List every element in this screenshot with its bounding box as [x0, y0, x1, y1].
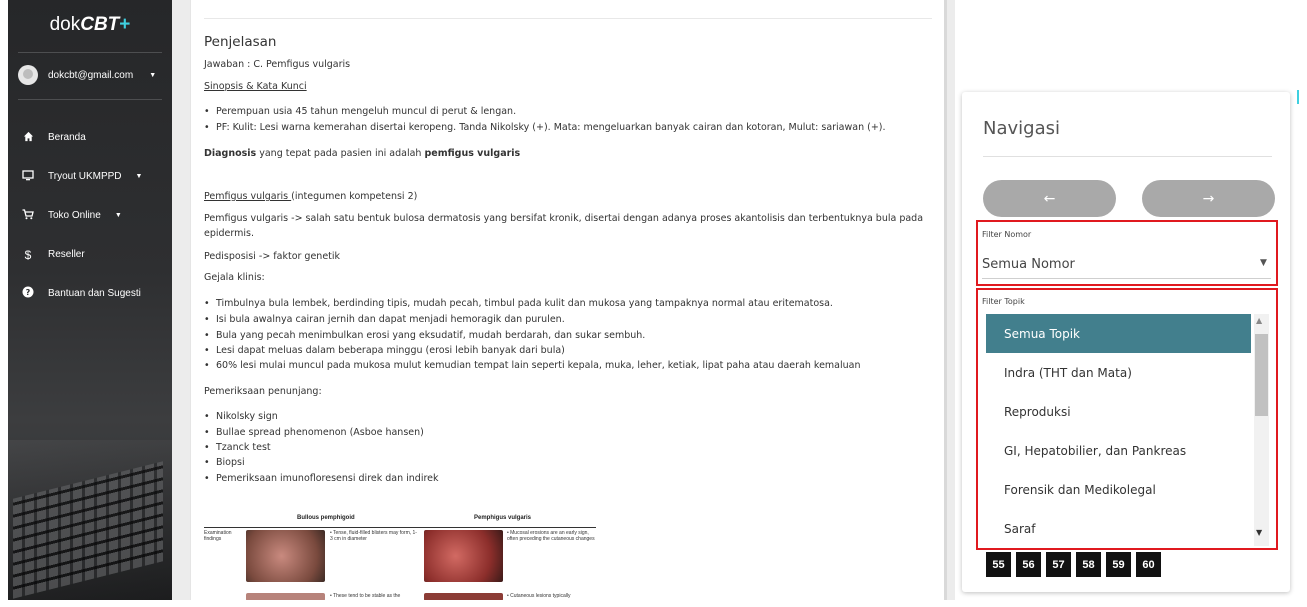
- help-icon: [20, 286, 36, 301]
- sidebar-item-label: Beranda: [48, 132, 86, 143]
- topik-option[interactable]: Forensik dan Medikolegal: [1004, 482, 1156, 497]
- pv-photo: [424, 593, 503, 600]
- sidebar-item-label: Bantuan dan Sugesti: [48, 288, 141, 299]
- list-item: • Perempuan usia 45 tahun mengeluh muncul di perut & lengan.: [216, 106, 516, 117]
- home-icon: [20, 131, 36, 145]
- divider: [983, 156, 1272, 157]
- list-item: • Bula yang pecah menimbulkan erosi yang eksudatif, mudah berdarah, dan sukar sembuh.: [216, 330, 645, 341]
- pv-definition: Pemfigus vulgaris -> salah satu bentuk bulosa dermatosis yang bersifat kronik, disertai dengan adanya proses akantolisis dan terbentuknya bula pada epidermis.: [204, 213, 924, 239]
- sidebar-nav: [20, 118, 170, 313]
- monitor-icon: [20, 170, 36, 184]
- sidebar-item-bantuan[interactable]: [20, 274, 170, 313]
- filter-topik-listbox[interactable]: [986, 314, 1251, 548]
- diagnosis-label: Diagnosis: [204, 148, 257, 159]
- topik-option[interactable]: Semua Topik: [986, 314, 1251, 353]
- scrollbar-thumb[interactable]: [1255, 334, 1268, 416]
- list-item: • Pemeriksaan imunofloresensi direk dan indirek: [216, 473, 439, 484]
- select-underline: [982, 278, 1271, 279]
- question-number-button[interactable]: 58: [1076, 552, 1101, 577]
- scroll-down-icon[interactable]: ▼: [1256, 528, 1263, 537]
- topik-option[interactable]: Reproduksi: [1004, 404, 1071, 419]
- svg-text:?: ?: [25, 288, 31, 297]
- navigasi-title: Navigasi: [983, 118, 1060, 139]
- logo-plus: +: [119, 14, 131, 35]
- list-item: • Bullae spread phenomenon (Asboe hansen): [216, 427, 424, 438]
- list-item: • Biopsi: [216, 457, 245, 468]
- dollar-icon: $: [24, 247, 32, 262]
- diagnosis-value: pemfigus vulgaris: [424, 148, 521, 159]
- sidebar-item-label: Toko Online: [48, 210, 101, 221]
- table-rule: [204, 527, 596, 528]
- topik-option[interactable]: Saraf: [1004, 521, 1036, 536]
- list-item: • Timbulnya bula lembek, berdinding tipis, mudah pecah, timbul pada kulit dan mukosa yang tampaknya normal atau eritematosa.: [216, 298, 833, 309]
- explanation-panel: [190, 0, 947, 600]
- gejala-heading: Gejala klinis:: [204, 272, 265, 283]
- prev-button[interactable]: [983, 180, 1116, 217]
- page-gutter: [947, 0, 955, 600]
- chevron-down-icon[interactable]: ▼: [1260, 258, 1267, 268]
- sidebar-item-tryout[interactable]: [20, 157, 170, 196]
- sidebar-item-label: Tryout UKMPPD: [48, 171, 122, 182]
- accent-mark: [1297, 90, 1299, 104]
- user-email: dokcbt@gmail.com: [48, 69, 134, 81]
- scroll-up-icon[interactable]: ▲: [1256, 316, 1263, 325]
- avatar: [18, 65, 38, 85]
- bp-note: • These tend to be stable as the: [330, 593, 401, 599]
- filter-nomor-select[interactable]: Semua Nomor: [982, 257, 1075, 272]
- divider: [204, 18, 932, 19]
- next-button[interactable]: [1142, 180, 1275, 217]
- chevron-down-icon: ▼: [114, 212, 122, 219]
- logo[interactable]: [8, 14, 172, 36]
- sidebar-item-beranda[interactable]: [20, 118, 170, 157]
- sidebar-divider: [18, 99, 162, 100]
- navigasi-panel: [962, 92, 1290, 592]
- explanation-title: Penjelasan: [204, 34, 277, 50]
- question-number-grid: [986, 552, 1161, 577]
- page-gutter: [172, 0, 190, 600]
- list-item: • 60% lesi mulai muncul pada mukosa mulut kemudian tempat lain seperti kepala, muka, leher, ketiak, lipat paha atau daerah kemaluan: [216, 360, 861, 371]
- list-item: • Isi bula awalnya cairan jernih dan dapat menjadi hemoragik dan purulen.: [216, 314, 565, 325]
- bp-note: • Tense, fluid-filled blisters may form, 1-3 cm in diameter: [330, 530, 417, 542]
- penunjang-heading: Pemeriksaan penunjang:: [204, 386, 322, 397]
- list-item: • Tzanck test: [216, 442, 271, 453]
- diagnosis-text: [204, 148, 520, 159]
- chevron-down-icon: ▼: [149, 71, 157, 79]
- list-item: • Nikolsky sign: [216, 411, 278, 422]
- pv-note: • Cutaneous lesions typically: [507, 593, 571, 599]
- sidebar-item-reseller[interactable]: [20, 235, 170, 274]
- question-number-button[interactable]: 57: [1046, 552, 1071, 577]
- pv-heading: [204, 191, 417, 202]
- sidebar-divider: [18, 52, 162, 53]
- filter-topik-label: Filter Topik: [982, 297, 1025, 306]
- table-row-label: Examination findings: [204, 530, 232, 542]
- sidebar-item-label: Reseller: [48, 249, 85, 260]
- filter-nomor-label: Filter Nomor: [982, 230, 1032, 239]
- arrow-left-icon: ←: [1043, 190, 1056, 207]
- topik-option[interactable]: GI, Hepatobilier, dan Pankreas: [1004, 443, 1187, 458]
- answer-text: Jawaban : C. Pemfigus vulgaris: [204, 59, 351, 70]
- question-number-button[interactable]: 60: [1136, 552, 1161, 577]
- logo-prefix: dok: [49, 14, 81, 35]
- listbox-scrollbar[interactable]: [1254, 314, 1269, 546]
- sidebar: [8, 0, 172, 600]
- logo-bold: CBT: [80, 14, 120, 35]
- comparison-table-image: [204, 515, 599, 600]
- question-number-button[interactable]: 56: [1016, 552, 1041, 577]
- pv-note: • Mucosal erosions are an early sign, often preceding the cutaneous changes: [507, 530, 595, 542]
- question-number-button[interactable]: 55: [986, 552, 1011, 577]
- bp-photo: [246, 530, 325, 582]
- bp-photo: [246, 593, 325, 600]
- table-header-bp: Bullous pemphigoid: [297, 515, 355, 521]
- arrow-right-icon: →: [1202, 190, 1215, 207]
- sidebar-item-toko-online[interactable]: [20, 196, 170, 235]
- list-item: • PF: Kulit: Lesi warna kemerahan disertai keropeng. Tanda Nikolsky (+). Mata: mengeluarkan banyak cairan dan kotoran, Mulut: sariawan (+).: [216, 122, 886, 133]
- list-item: • Lesi dapat meluas dalam beberapa minggu (erosi lebih banyak dari bula): [216, 345, 565, 356]
- pv-photo: [424, 530, 503, 582]
- predisposisi-text: Pedisposisi -> faktor genetik: [204, 251, 341, 262]
- chevron-down-icon: ▼: [135, 173, 143, 180]
- pv-competency: (integumen kompetensi 2): [291, 191, 418, 202]
- question-number-button[interactable]: 59: [1106, 552, 1131, 577]
- sinopsis-link[interactable]: Sinopsis & Kata Kunci: [204, 81, 307, 92]
- table-header-pv: Pemphigus vulgaris: [474, 515, 532, 521]
- cart-icon: [20, 209, 36, 223]
- user-menu[interactable]: [18, 65, 156, 85]
- topik-option[interactable]: Indra (THT dan Mata): [1004, 365, 1132, 380]
- pv-link[interactable]: Pemfigus vulgaris: [204, 191, 292, 202]
- diagnosis-mid: yang tepat pada pasien ini adalah: [256, 148, 425, 159]
